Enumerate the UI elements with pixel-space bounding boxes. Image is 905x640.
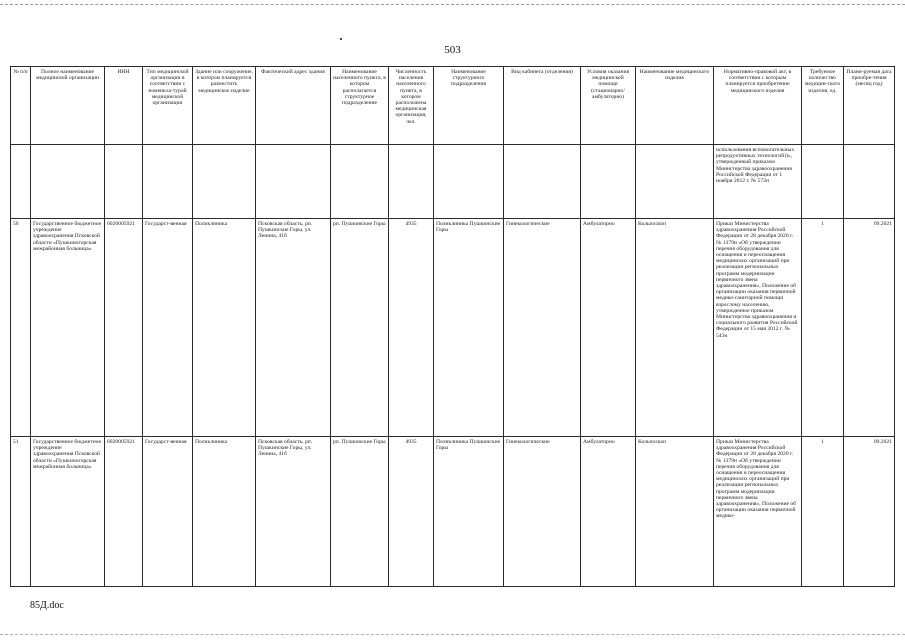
table-row [11,437,895,587]
cell-settlement: рп. Пушкинские Горы [331,219,389,437]
cell-device: Кольпоскоп [636,219,714,437]
cell-conditions: Амбулаторно [581,437,636,587]
header-org: Полное наименование медицинской организации [31,67,105,145]
cell-population: 4935 [389,437,434,587]
header-population: Численность населения населенного пункта, в котором расположена медицинская организация, чел. [389,67,434,145]
cell-num: 51 [11,437,31,587]
cell-legal-act: Приказ Министерства здравоохранения Российской Федерации от 28 декабря 2020 г. № 1379н «Об утверждении перечня оборудования для оснащения и переоснащения медицинских организаций при реализации региональных программ модернизации первичного звена здравоохранения», Положение об организации оказания первичной медико-санитарной помощи взрослому населению, утвержденное приказом Министерства здравоохранения и социального развития Российской Федерации от 15 мая 2012 г. № 543н [714,219,802,437]
cell-org: Государственное бюджетное учреждение здравоохранения Псковской области «Пушкиногорская межрайонная больница» [31,437,105,587]
header-cabinet: Вид кабинета (отделения) [504,67,581,145]
cell-inn: 6020005921 [105,437,143,587]
cell-legal-act: использования вспомогательных репродуктивных технологий))», утвержденный приказом Министерства здравоохранения Российской Федерации от 1 ноября 2012 г. № 572н [714,145,802,219]
scan-edge-top [0,4,905,5]
page-number: 503 [444,44,461,56]
equipment-table [10,66,895,587]
header-quantity: Требуемое количество медицин-ского изделия, ед. [802,67,844,145]
cell-subdivision: Поликлиника Пушкинские Горы [434,219,504,437]
cell-date: 09.2021 [844,219,895,437]
table-header-row [11,67,895,145]
header-device: Наименование медицинского изделия [636,67,714,145]
scan-edge-bottom [0,634,905,635]
cell-conditions: Амбулаторно [581,219,636,437]
cell-quantity: 1 [802,219,844,437]
header-subdivision: Наименование структурного подразделения [434,67,504,145]
cell-device: Кольпоскоп [636,437,714,587]
cell-date: 09.2021 [844,437,895,587]
header-date: Плани-руемая дата приобре-тения (месяц год) [844,67,895,145]
cell-inn: 6020005921 [105,219,143,437]
cell-quantity: 1 [802,437,844,587]
cell-subdivision: Поликлиника Пушкинские Горы [434,437,504,587]
header-type: Тип медицинской организации в соответствии с номенкла-турой медицинской организации [143,67,193,145]
cell-org: Государственное бюджетное учреждение здравоохранения Псковской области «Пушкиногорская межрайонная больница» [31,219,105,437]
cell-cabinet: Гинекологические [504,437,581,587]
table-row-continuation [11,145,895,219]
cell-address: Псковская область, рп. Пушкинские Горы, ул. Ленина, 41б [256,437,331,587]
cell-num: 50 [11,219,31,437]
cell-building: Поликлиника [193,437,256,587]
header-num: № п/п [11,67,31,145]
cell-building: Поликлиника [193,219,256,437]
document-filename: 85Д.doc [30,600,64,611]
cell-address: Псковская область, рп. Пушкинские Горы, ул. Ленина, 41б [256,219,331,437]
cell-population: 4935 [389,219,434,437]
header-inn: ИНН [105,67,143,145]
header-conditions: Условия оказания медицинской помощи (стационарно/ амбулаторно) [581,67,636,145]
table-row [11,219,895,437]
header-legal-act: Нормативно-правовой акт, в соответствии с которым планируется приобретение медицинского изделия [714,67,802,145]
header-settlement: Наименование населенного пункта, в котором располагается структурное подразделение [331,67,389,145]
cell-type: Государст-венная [143,219,193,437]
header-building: Здание или сооружение, в котором планируется разместить медицинское изделие [193,67,256,145]
cell-legal-act: Приказ Министерства здравоохранения Российской Федерации от 28 декабря 2020 г. № 1379н «Об утверждении перечня оборудования для оснащения и переоснащения медицинских организаций при реализации региональных программ модернизации первичного звена здравоохранения», Положение об организации оказания первичной медико- [714,437,802,587]
scan-speck [340,38,342,40]
cell-type: Государст-венная [143,437,193,587]
header-address: Фактический адрес здания [256,67,331,145]
cell-settlement: рп. Пушкинские Горы [331,437,389,587]
cell-cabinet: Гинекологические [504,219,581,437]
